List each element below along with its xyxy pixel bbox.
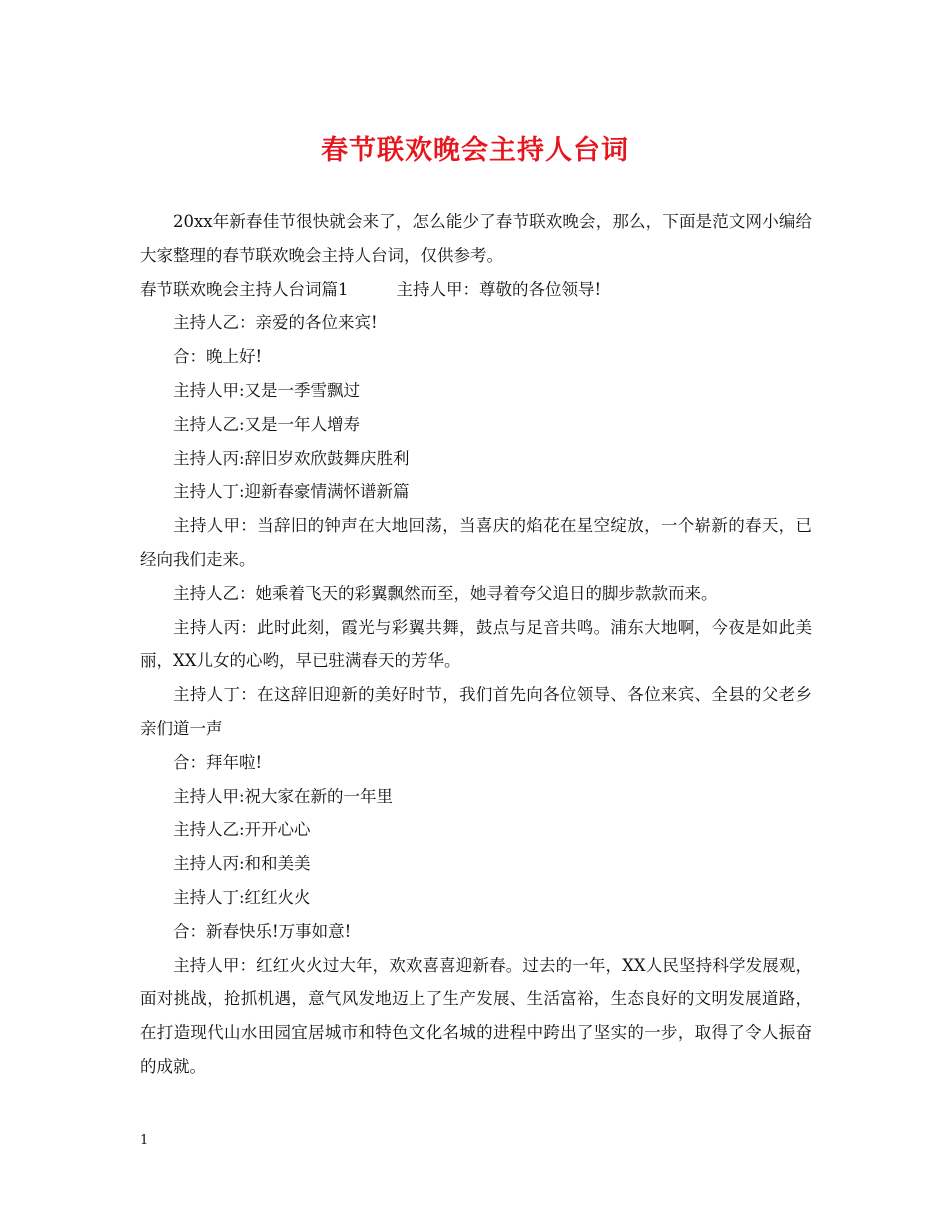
document-title: 春节联欢晚会主持人台词 — [321, 135, 629, 166]
intro-paragraph: 20xx年新春佳节很快就会来了，怎么能少了春节联欢晚会，那么，下面是范文网小编给大家整理的春节联欢晚会主持人台词，仅供参考。 — [140, 212, 812, 265]
dialogue-line: 合：拜年啦! — [173, 752, 263, 772]
document-body — [140, 205, 812, 1084]
dialogue-line: 合：晚上好! — [173, 347, 263, 367]
dialogue-line: 主持人乙:又是一年人增寿 — [173, 414, 361, 434]
dialogue-line: 主持人丙:和和美美 — [173, 854, 311, 874]
dialogue-line: 主持人丁:迎新春豪情满怀谱新篇 — [173, 482, 410, 502]
page-number: 1 — [140, 1133, 149, 1148]
dialogue-line: 主持人甲:又是一季雪飘过 — [173, 380, 361, 400]
dialogue-line: 主持人乙：亲爱的各位来宾! — [173, 313, 378, 333]
section-heading: 春节联欢晚会主持人台词篇1 — [140, 279, 349, 299]
dialogue-line: 主持人丙:辞旧岁欢欣鼓舞庆胜利 — [173, 448, 410, 468]
section-heading-line — [140, 273, 812, 307]
dialogue-line: 主持人丁：在这辞旧迎新的美好时节，我们首先向各位领导、各位来宾、全县的父老乡亲们道一声 — [140, 685, 812, 738]
dialogue-line: 主持人甲:祝大家在新的一年里 — [173, 786, 394, 806]
dialogue-line: 主持人甲：当辞旧的钟声在大地回荡，当喜庆的焰花在星空绽放，一个崭新的春天，已经向我们走来。 — [140, 516, 812, 569]
dialogue-line: 主持人丙：此时此刻，霞光与彩翼共舞，鼓点与足音共鸣。浦东大地啊，今夜是如此美丽，XX儿女的心哟，早已驻满春天的芳华。 — [140, 617, 812, 671]
dialogue-line: 主持人乙：她乘着飞天的彩翼飘然而至，她寻着夸父追日的脚步款款而来。 — [173, 583, 718, 603]
section-first-line: 主持人甲：尊敬的各位领导! — [396, 279, 602, 299]
dialogue-line: 主持人甲：红红火火过大年，欢欢喜喜迎新春。过去的一年，XX人民坚持科学发展观，面对挑战，抢抓机遇，意气风发地迈上了生产发展、生活富裕，生态良好的文明发展道路，在打造现代山水田园宜居城市和特色文化名城的进程中跨出了坚实的一步，取得了令人振奋的成就。 — [140, 955, 812, 1076]
dialogue-line: 主持人乙:开开心心 — [173, 820, 311, 840]
dialogue-line: 主持人丁:红红火火 — [173, 887, 311, 907]
dialogue-line: 合：新春快乐!万事如意! — [173, 921, 352, 941]
